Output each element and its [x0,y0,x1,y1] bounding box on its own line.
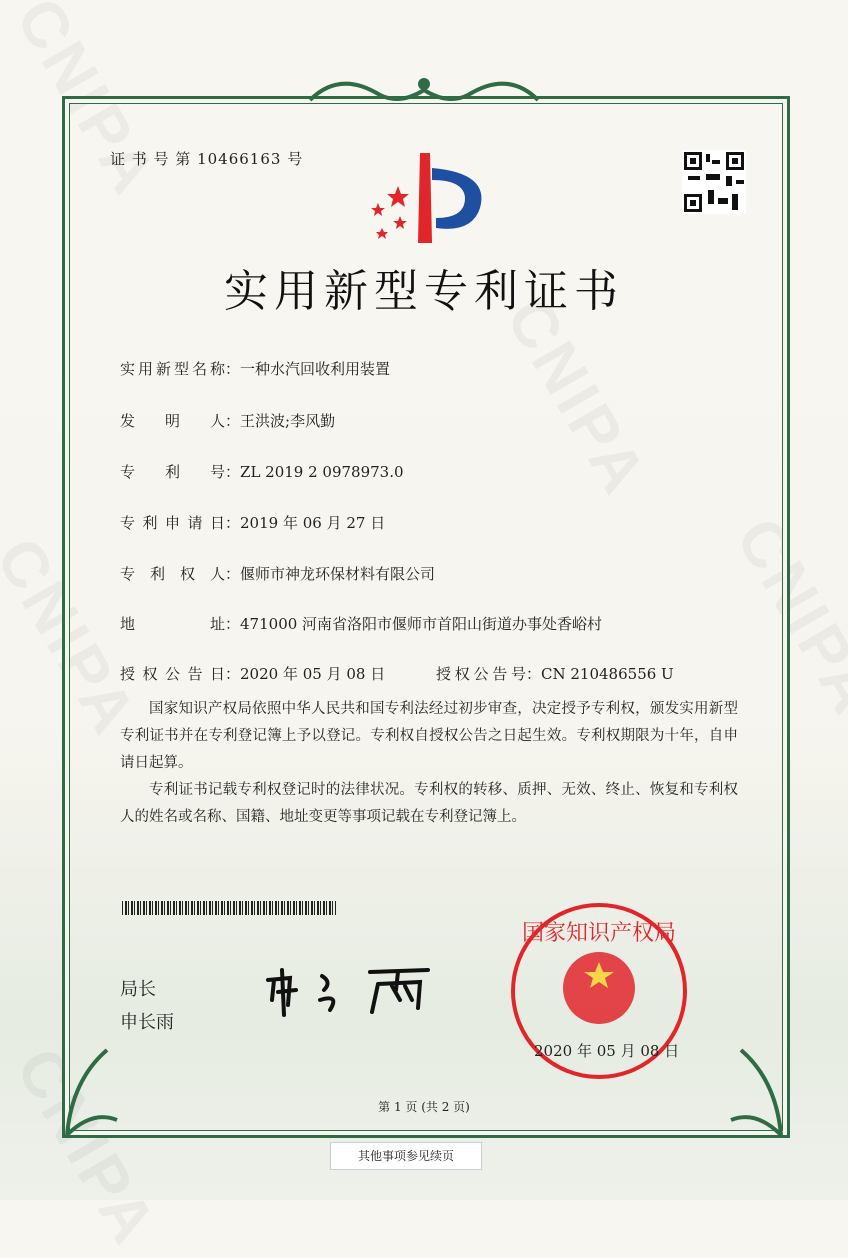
continued-note: 其他事项参见续页 [330,1142,482,1170]
field-address: 地址：471000 河南省洛阳市偃师市首阳山街道办事处香峪村 [120,615,603,633]
corner-ornament-icon [62,1010,122,1140]
legal-paragraph: 国家知识产权局依照中华人民共和国专利法经过初步审查，决定授予专利权，颁发实用新型专利证书并在专利登记簿上予以登记。专利权自授权公告之日起生效。专利权期限为十年，自申请日起算。 [120,701,738,771]
field-grant-date: 授权公告日：2020 年 05 月 08 日 [120,665,386,683]
cnipa-logo-icon [360,148,490,248]
seal-date: 2020 年 05 月 08 日 [534,1042,680,1060]
seal-text: 国家知识产权局 [521,921,677,946]
barcode [122,901,336,915]
corner-ornament-icon [726,1010,786,1140]
handwritten-signature [260,960,440,1020]
signatory-title: 局长 [120,979,156,1000]
certificate-number: 证 书 号 第 10466163 号 [110,150,304,168]
qr-code-icon [682,150,746,214]
page-indicator: 第 1 页 (共 2 页) [378,1100,470,1114]
field-filing-date: 专利申请日：2019 年 06 月 27 日 [120,514,386,532]
certificate-title: 实用新型专利证书 [224,266,624,317]
signatory-name: 申长雨 [120,1012,174,1033]
field-inventors: 发明人：王洪波;李风勤 [120,412,336,430]
legal-paragraph: 专利证书记载专利权登记时的法律状况。专利权的转移、质押、无效、终止、恢复和专利权人的姓名或名称、国籍、地址变更等事项记载在专利登记簿上。 [120,782,738,825]
field-patent-number: 专利号：ZL 2019 2 0978973.0 [120,463,404,481]
field-grant-pub-no: 授权公告号：CN 210486556 U [436,665,674,683]
field-utility-model-name: 实用新型名称：一种水汽回收利用装置 [120,360,391,378]
field-patentee: 专利权人：偃师市神龙环保材料有限公司 [120,565,436,583]
top-ornament-icon [300,70,548,110]
